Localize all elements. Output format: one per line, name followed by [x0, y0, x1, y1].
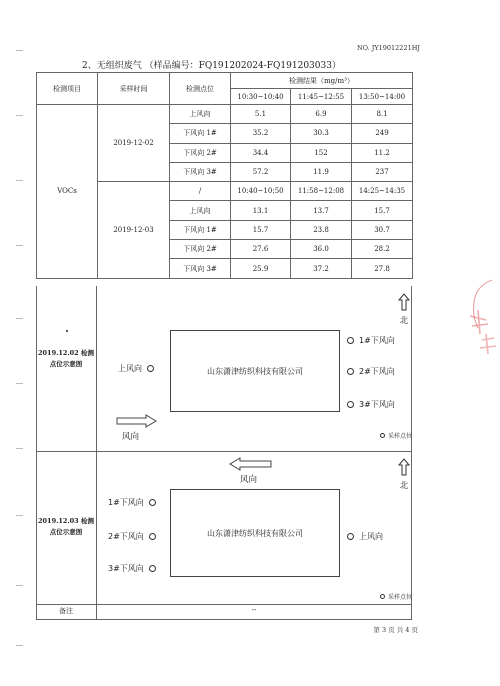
value-cell: 152	[291, 143, 352, 162]
value-cell: 13.1	[231, 201, 291, 220]
sampling-point-icon	[347, 533, 354, 540]
slot-cell: 10:40~10:50	[231, 182, 291, 201]
value-cell: 237	[352, 162, 413, 181]
legend	[380, 592, 412, 601]
north-arrow-icon	[397, 458, 411, 476]
slot-cell: 11:45~12:55	[291, 89, 352, 105]
downwind-point-1	[108, 497, 156, 508]
point-cell: 下风向 2#	[170, 240, 231, 259]
downwind-point-2	[347, 366, 395, 377]
sampling-point-icon	[347, 401, 354, 408]
mark-dot	[66, 330, 68, 332]
sampling-point-icon	[149, 565, 156, 572]
value-cell: 11.2	[352, 143, 413, 162]
value-cell: 13.7	[291, 201, 352, 220]
sampling-point-icon	[147, 365, 154, 372]
section-title: 2、无组织废气 （样品编号：FQ191202024-FQ191203033）	[82, 61, 341, 71]
document-number: NO. JY19012221HJ	[356, 44, 420, 52]
value-cell: 30.3	[291, 124, 352, 143]
downwind-label: 1#下风向	[359, 336, 395, 345]
downwind-point-3	[347, 399, 395, 410]
sampling-point-icon	[380, 594, 385, 599]
downwind-label: 2#下风向	[108, 532, 144, 541]
value-cell: 37.2	[291, 259, 352, 278]
north-label: 北	[399, 481, 409, 491]
value-cell: 27.8	[352, 259, 413, 278]
company-building: 山东潇津纺织科技有限公司	[170, 489, 340, 577]
sampling-point-icon	[380, 433, 385, 438]
remark-label: 备注	[59, 607, 73, 615]
wind-arrow-left-icon	[228, 457, 272, 471]
downwind-point-3	[108, 563, 156, 574]
value-cell: 27.6	[231, 240, 291, 259]
value-cell: 28.2	[352, 240, 413, 259]
slot-cell: 14:25~14:35	[352, 182, 413, 201]
legend	[380, 431, 412, 440]
value-cell: 23.8	[291, 220, 352, 239]
value-cell: 11.9	[291, 162, 352, 181]
value-cell: 5.1	[231, 105, 291, 124]
point-cell: 下风向 1#	[170, 124, 231, 143]
value-cell: 57.2	[231, 162, 291, 181]
legend-label: 采样点位	[388, 594, 413, 601]
sampling-point-icon	[347, 337, 354, 344]
value-cell: 15.7	[352, 201, 413, 220]
results-table	[36, 72, 413, 279]
item-name: VOCs	[37, 105, 98, 279]
point-cell: 下风向 1#	[170, 220, 231, 239]
downwind-label: 3#下风向	[108, 564, 144, 573]
north-arrow-icon	[397, 293, 411, 311]
north-label: 北	[399, 316, 409, 326]
point-cell: 下风向 3#	[170, 259, 231, 278]
point-cell: /	[170, 182, 231, 201]
point-cell: 下风向 3#	[170, 162, 231, 181]
value-cell: 36.0	[291, 240, 352, 259]
slot-cell: 11:58~12:08	[291, 182, 352, 201]
upwind-label: 上风向	[359, 532, 383, 541]
legend-label: 采样点位	[388, 433, 413, 440]
value-cell: 6.9	[291, 105, 352, 124]
wind-arrow-right-icon	[116, 414, 158, 428]
stamp-seal	[462, 276, 498, 366]
downwind-label: 3#下风向	[359, 400, 395, 409]
value-cell: 35.2	[231, 124, 291, 143]
diagram-2-label: 2019.12.03 检测点位示意图	[38, 517, 94, 536]
downwind-point-2	[108, 531, 156, 542]
wind-label: 风向	[240, 475, 258, 485]
date-cell: 2019-12-03	[98, 182, 170, 278]
upwind-label: 上风向	[118, 364, 142, 373]
value-cell: 8.1	[352, 105, 413, 124]
upwind-point	[347, 531, 383, 542]
value-cell: 34.4	[231, 143, 291, 162]
stamp-icon	[462, 276, 498, 366]
company-building: 山东潇津纺织科技有限公司	[170, 330, 340, 412]
upwind-point	[118, 363, 154, 374]
wind-label: 风向	[122, 432, 140, 442]
value-cell: 30.7	[352, 220, 413, 239]
diagram-1-label: 2019.12.02 检测点位示意图	[38, 349, 94, 368]
downwind-label: 2#下风向	[359, 367, 395, 376]
slot-cell: 13:50~14:00	[352, 89, 413, 105]
date-cell: 2019-12-02	[98, 105, 170, 182]
header-item: 检测项目	[37, 73, 98, 105]
page-footer: 第 3 页 共 4 页	[373, 626, 418, 634]
slot-cell: 10:30~10:40	[231, 89, 291, 105]
north-indicator	[397, 293, 411, 326]
point-cell: 下风向 2#	[170, 143, 231, 162]
remark-value: --	[251, 606, 257, 614]
sampling-point-icon	[149, 499, 156, 506]
value-cell: 249	[352, 124, 413, 143]
header-result: 检测结果（mg/m³）	[231, 73, 413, 89]
north-indicator	[397, 458, 411, 491]
point-cell: 上风向	[170, 105, 231, 124]
downwind-point-1	[347, 335, 395, 346]
header-time: 采样时间	[98, 73, 170, 105]
sampling-point-icon	[149, 533, 156, 540]
header-point: 检测点位	[170, 73, 231, 105]
value-cell: 25.9	[231, 259, 291, 278]
value-cell: 15.7	[231, 220, 291, 239]
point-cell: 上风向	[170, 201, 231, 220]
sampling-point-icon	[347, 368, 354, 375]
downwind-label: 1#下风向	[108, 498, 144, 507]
